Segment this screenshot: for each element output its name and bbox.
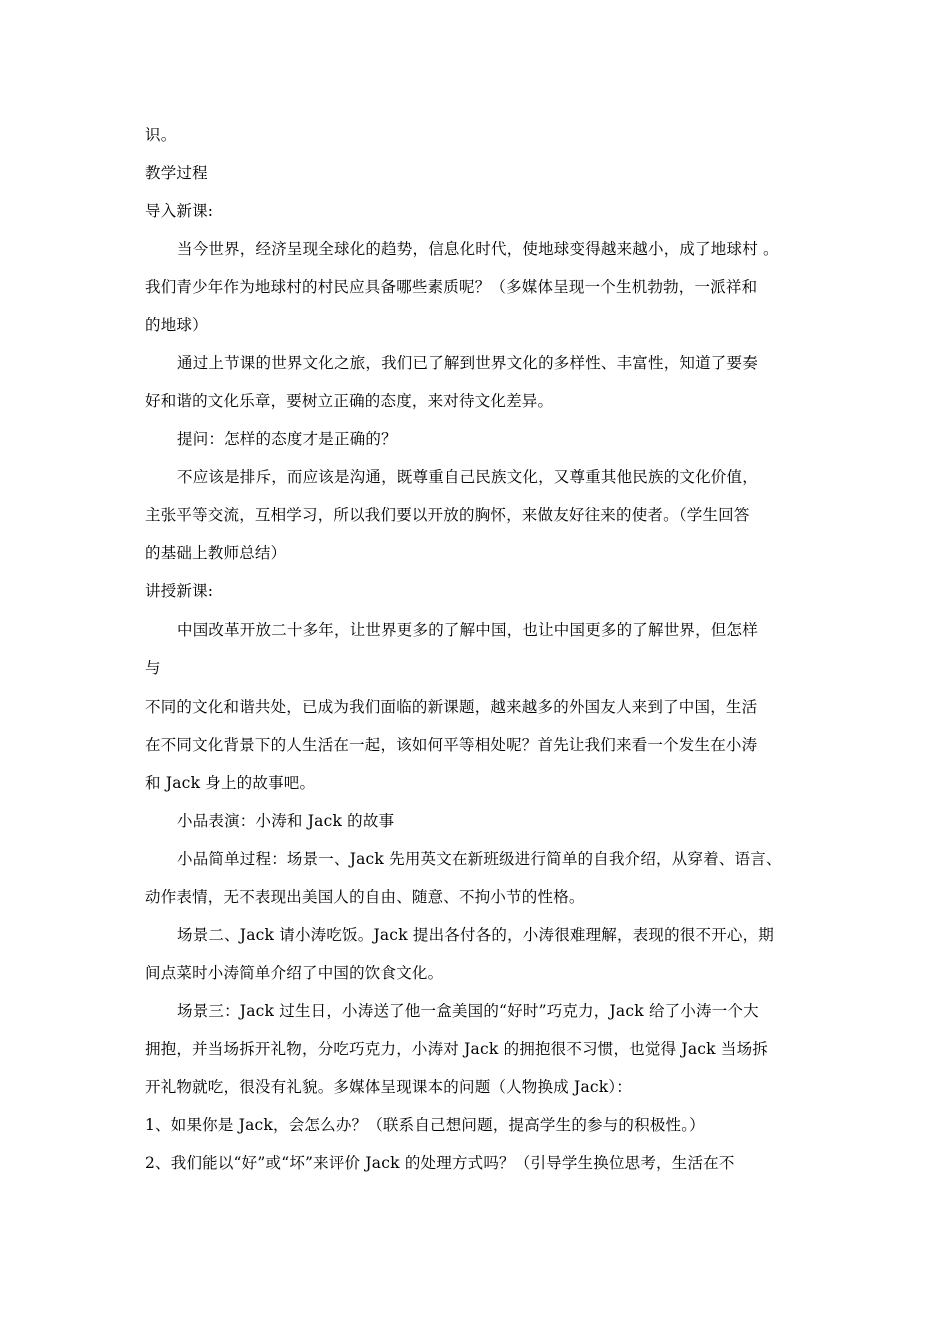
paragraph-line: 好和谐的文化乐章，要树立正确的态度，来对待文化差异。: [145, 392, 554, 410]
paragraph-line: 和 Jack 身上的故事吧。: [145, 774, 316, 792]
paragraph-line: 间点菜时小涛简单介绍了中国的饮食文化。: [145, 964, 444, 982]
paragraph-line: 的地球）: [145, 316, 208, 334]
paragraph-line: 开礼物就吃，很没有礼貌。多媒体呈现课本的问题（人物换成 Jack）：: [145, 1078, 633, 1096]
list-item: 2、我们能以“好”或“坏”来评价 Jack 的处理方式吗？（引导学生换位思考，生活在不: [145, 1154, 735, 1172]
paragraph-line: 的基础上教师总结）: [145, 544, 287, 562]
paragraph-line: 场景三：Jack 过生日，小涛送了他一盒美国的“好时”巧克力，Jack 给了小涛一个大: [177, 1002, 759, 1020]
paragraph-line: 通过上节课的世界文化之旅，我们已了解到世界文化的多样性、丰富性，知道了要奏: [177, 354, 758, 372]
text-line: 识。: [145, 126, 177, 144]
paragraph-line: 中国改革开放二十多年，让世界更多的了解中国，也让中国更多的了解世界，但怎样: [177, 621, 758, 639]
paragraph-line: 与: [145, 659, 161, 677]
section-heading: 教学过程: [145, 164, 208, 182]
section-heading: 导入新课:: [145, 202, 214, 220]
paragraph-line: 不应该是排斥，而应该是沟通，既尊重自己民族文化，又尊重其他民族的文化价值，: [177, 468, 758, 486]
list-item: 1、如果你是 Jack，会怎么办？（联系自己想问题，提高学生的参与的积极性。）: [145, 1116, 705, 1134]
paragraph-line: 提问：怎样的态度才是正确的？: [177, 430, 397, 448]
section-heading: 讲授新课:: [145, 582, 214, 600]
paragraph-line: 动作表情，无不表现出美国人的自由、随意、不拘小节的性格。: [145, 888, 585, 906]
paragraph-line: 在不同文化背景下的人生活在一起，该如何平等相处呢？首先让我们来看一个发生在小涛: [145, 736, 758, 754]
paragraph-line: 不同的文化和谐共处，已成为我们面临的新课题，越来越多的外国友人来到了中国，生活: [145, 698, 758, 716]
paragraph-line: 当今世界，经济呈现全球化的趋势，信息化时代，使地球变得越来越小，成了地球村 。: [177, 240, 779, 258]
paragraph-line: 小品表演：小涛和 Jack 的故事: [177, 812, 395, 830]
paragraph-line: 我们青少年作为地球村的村民应具备哪些素质呢？（多媒体呈现一个生机勃勃，一派祥和: [145, 278, 758, 296]
paragraph-line: 小品简单过程：场景一、Jack 先用英文在新班级进行简单的自我介绍，从穿着、语言、: [177, 850, 782, 868]
paragraph-line: 主张平等交流，互相学习，所以我们要以开放的胸怀，来做友好往来的使者。（学生回答: [145, 506, 750, 524]
paragraph-line: 场景二、Jack 请小涛吃饭。Jack 提出各付各的，小涛很难理解，表现的很不开心，期: [177, 926, 775, 944]
paragraph-line: 拥抱，并当场拆开礼物，分吃巧克力，小涛对 Jack 的拥抱很不习惯，也觉得 Jack 当场拆: [145, 1040, 768, 1058]
